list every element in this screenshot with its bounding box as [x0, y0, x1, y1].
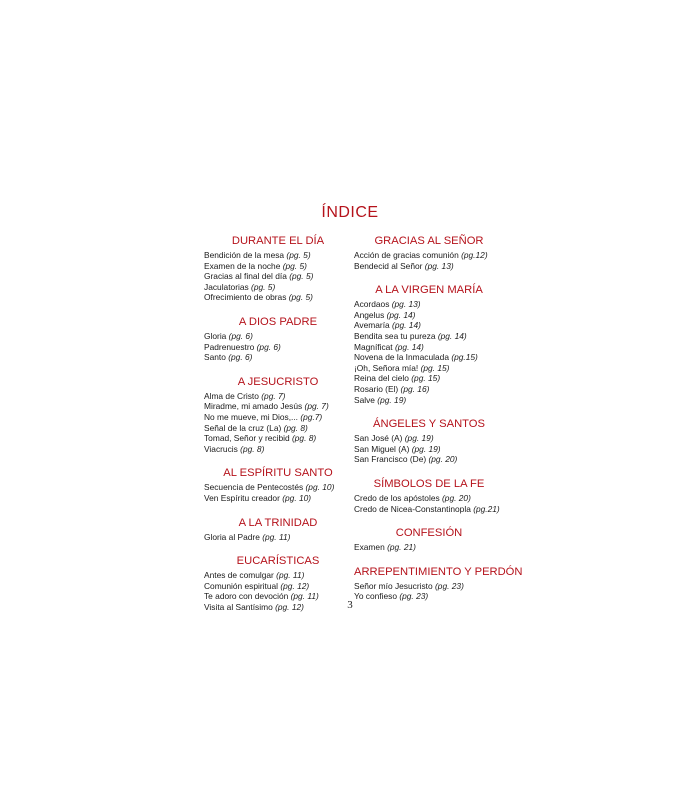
entry-name: Ofrecimiento de obras [204, 292, 287, 303]
entry-name: Credo de los apóstoles [354, 492, 440, 503]
entry-page-ref: (pg.21) [473, 503, 500, 514]
left-column [204, 234, 352, 624]
entry-page-ref: (pg. 23) [435, 580, 464, 591]
section-title: SÍMBOLOS DE LA FE [373, 477, 485, 490]
index-entry [354, 493, 504, 504]
index-entry [204, 292, 352, 303]
section-title: A LA VIRGEN MARÍA [375, 284, 483, 297]
index-entry [204, 261, 352, 272]
entry-page-ref: (pg. 12) [275, 601, 304, 612]
entry-page-ref: (pg. 5) [251, 281, 276, 292]
index-entry [354, 363, 504, 374]
index-section [204, 234, 352, 303]
index-entry [354, 331, 504, 342]
index-entry [204, 331, 352, 342]
index-entry [354, 250, 504, 261]
entry-name: ¡Oh, Señora mía! [354, 362, 419, 373]
index-section [354, 477, 504, 514]
entry-page-ref: (pg.12) [461, 250, 488, 260]
entry-name: Bendición de la mesa [204, 250, 285, 260]
entry-name: San Francisco (De) [354, 454, 427, 465]
entry-page-ref: (pg. 5) [288, 292, 313, 303]
index-entry [354, 581, 504, 592]
entry-name: Angelus [354, 309, 385, 320]
entry-page-ref: (pg. 16) [400, 383, 430, 394]
entry-page-ref: (pg. 20) [442, 492, 471, 503]
entry-name: Padrenuestro [204, 341, 255, 352]
entry-page-ref: (pg. 14) [386, 309, 416, 320]
entry-page-ref: (pg. 20) [428, 454, 458, 465]
entry-page-ref: (pg. 19) [404, 433, 434, 444]
entry-page-ref: (pg. 15) [411, 373, 441, 384]
index-entry [354, 395, 504, 406]
index-entry [204, 482, 352, 493]
section-title: A LA TRINIDAD [238, 516, 318, 529]
entry-name: Comunión espiritual [204, 580, 279, 591]
index-section [354, 234, 504, 271]
entry-name: Rosario (El) [354, 383, 399, 394]
entry-page-ref: (pg. 7) [304, 401, 329, 412]
entry-page-ref: (pg. 6) [228, 352, 253, 363]
entry-name: Miradme, mi amado Jesús [204, 401, 303, 412]
entry-name: Antes de comulgar [204, 570, 274, 581]
index-entry [204, 581, 352, 592]
index-section [204, 375, 352, 455]
entry-page-ref: (pg. 10) [282, 492, 312, 503]
right-column [354, 234, 523, 614]
section-title: AL ESPÍRITU SANTO [223, 467, 333, 480]
entry-name: Tomad, Señor y recibid [204, 433, 290, 444]
index-entry [354, 444, 504, 455]
entry-page-ref: (pg. 11) [276, 570, 305, 581]
section-title: ARREPENTIMIENTO Y PERDÓN [354, 565, 523, 578]
index-entry [204, 282, 352, 293]
entry-name: Acción de gracias comunión [354, 250, 459, 260]
section-title: ÁNGELES Y SANTOS [373, 418, 485, 431]
entry-name: Visita al Santísimo [204, 601, 273, 612]
index-entry [204, 532, 352, 543]
entry-page-ref: (pg. 6) [228, 330, 253, 341]
entry-name: Ven Espíritu creador [204, 492, 280, 503]
entry-name: Santo [204, 352, 226, 363]
index-entry [354, 542, 504, 553]
entry-name: Viacrucis [204, 443, 238, 454]
index-entry [204, 493, 352, 504]
index-entry [354, 352, 504, 363]
index-entry [204, 271, 352, 282]
section-title: A JESUCRISTO [237, 375, 319, 388]
entry-name: No me mueve, mi Dios,... [204, 411, 299, 422]
index-entry [354, 454, 504, 465]
index-entry [204, 342, 352, 353]
index-entry [204, 412, 352, 423]
entry-page-ref: (pg. 6) [256, 341, 281, 352]
entry-name: Gracias al final del día [204, 271, 287, 282]
entry-name: Gloria [204, 330, 227, 341]
entry-page-ref: (pg. 11) [262, 531, 291, 542]
index-entry [354, 504, 504, 515]
entry-page-ref: (pg. 7) [261, 390, 286, 401]
index-section [204, 516, 352, 543]
index-entry [204, 570, 352, 581]
entry-name: San José (A) [354, 433, 403, 444]
index-section [354, 417, 504, 465]
entry-name: Yo confieso [354, 591, 397, 602]
page-number: 3 [347, 599, 353, 611]
index-entry [354, 373, 504, 384]
entry-name: Señor mío Jesucristo [354, 580, 433, 591]
entry-name: Gloria al Padre [204, 531, 260, 542]
index-section [204, 315, 352, 363]
entry-name: Secuencia de Pentecostés [204, 482, 304, 493]
section-title: CONFESIÓN [395, 527, 463, 540]
index-section [354, 565, 523, 602]
index-entry [204, 352, 352, 363]
entry-page-ref: (pg. 13) [424, 260, 454, 271]
index-section [204, 466, 352, 503]
entry-page-ref: (pg.7) [300, 411, 323, 422]
index-entry [204, 444, 352, 455]
entry-page-ref: (pg. 8) [240, 443, 265, 454]
entry-page-ref: (pg. 10) [305, 482, 335, 493]
index-entry [354, 342, 504, 353]
entry-page-ref: (pg. 14) [394, 341, 424, 352]
entry-name: Te adoro con devoción [204, 591, 289, 602]
entry-name: Reina del cielo [354, 373, 409, 384]
index-entry [204, 391, 352, 402]
entry-name: Jaculatorias [204, 281, 249, 292]
index-entry [354, 261, 504, 272]
index-entry [354, 310, 504, 321]
entry-name: Novena de la Inmaculada [354, 352, 449, 363]
index-section [354, 526, 504, 553]
entry-name: Avemaría [354, 320, 390, 331]
entry-page-ref: (pg. 23) [399, 591, 429, 602]
entry-page-ref: (pg. 14) [437, 330, 467, 341]
entry-name: Examen [354, 542, 385, 553]
entry-name: Bendita sea tu pureza [354, 330, 436, 341]
section-title: DURANTE EL DÍA [231, 235, 325, 247]
entry-page-ref: (pg. 5) [282, 260, 307, 271]
entry-page-ref: (pg. 13) [391, 299, 421, 310]
entry-page-ref: (pg. 14) [392, 320, 421, 331]
index-entry [204, 433, 352, 444]
index-entry [204, 423, 352, 434]
entry-page-ref: (pg. 5) [286, 250, 311, 260]
entry-page-ref: (pg. 8) [283, 422, 308, 433]
entry-page-ref: (pg. 19) [411, 443, 441, 454]
index-entry [354, 433, 504, 444]
entry-page-ref: (pg. 19) [377, 394, 407, 405]
entry-name: Examen de la noche [204, 260, 281, 271]
index-entry [354, 384, 504, 395]
index-section [354, 283, 504, 405]
index-entry [204, 250, 352, 261]
entry-name: Magníficat [354, 341, 393, 352]
entry-name: Bendecid al Señor [354, 260, 423, 271]
entry-page-ref: (pg. 21) [387, 542, 416, 553]
entry-name: Alma de Cristo [204, 390, 259, 401]
entry-name: San Miguel (A) [354, 443, 410, 454]
entry-name: Señal de la cruz (La) [204, 422, 282, 433]
section-title: A DIOS PADRE [238, 315, 318, 328]
index-entry [204, 401, 352, 412]
entry-page-ref: (pg.15) [451, 352, 478, 363]
entry-page-ref: (pg. 11) [290, 591, 319, 602]
entry-page-ref: (pg. 12) [280, 580, 310, 591]
entry-name: Salve [354, 394, 375, 405]
section-title: EUCARÍSTICAS [236, 555, 320, 568]
section-title: GRACIAS AL SEÑOR [374, 235, 484, 247]
entry-page-ref: (pg. 8) [291, 433, 317, 444]
index-entry [354, 299, 504, 310]
index-entry [354, 320, 504, 331]
entry-name: Acordaos [354, 299, 390, 310]
entry-page-ref: (pg. 5) [289, 271, 314, 282]
entry-page-ref: (pg. 15) [420, 362, 450, 373]
page-title: ÍNDICE [321, 204, 379, 221]
entry-name: Credo de Nicea-Constantinopla [354, 503, 471, 514]
